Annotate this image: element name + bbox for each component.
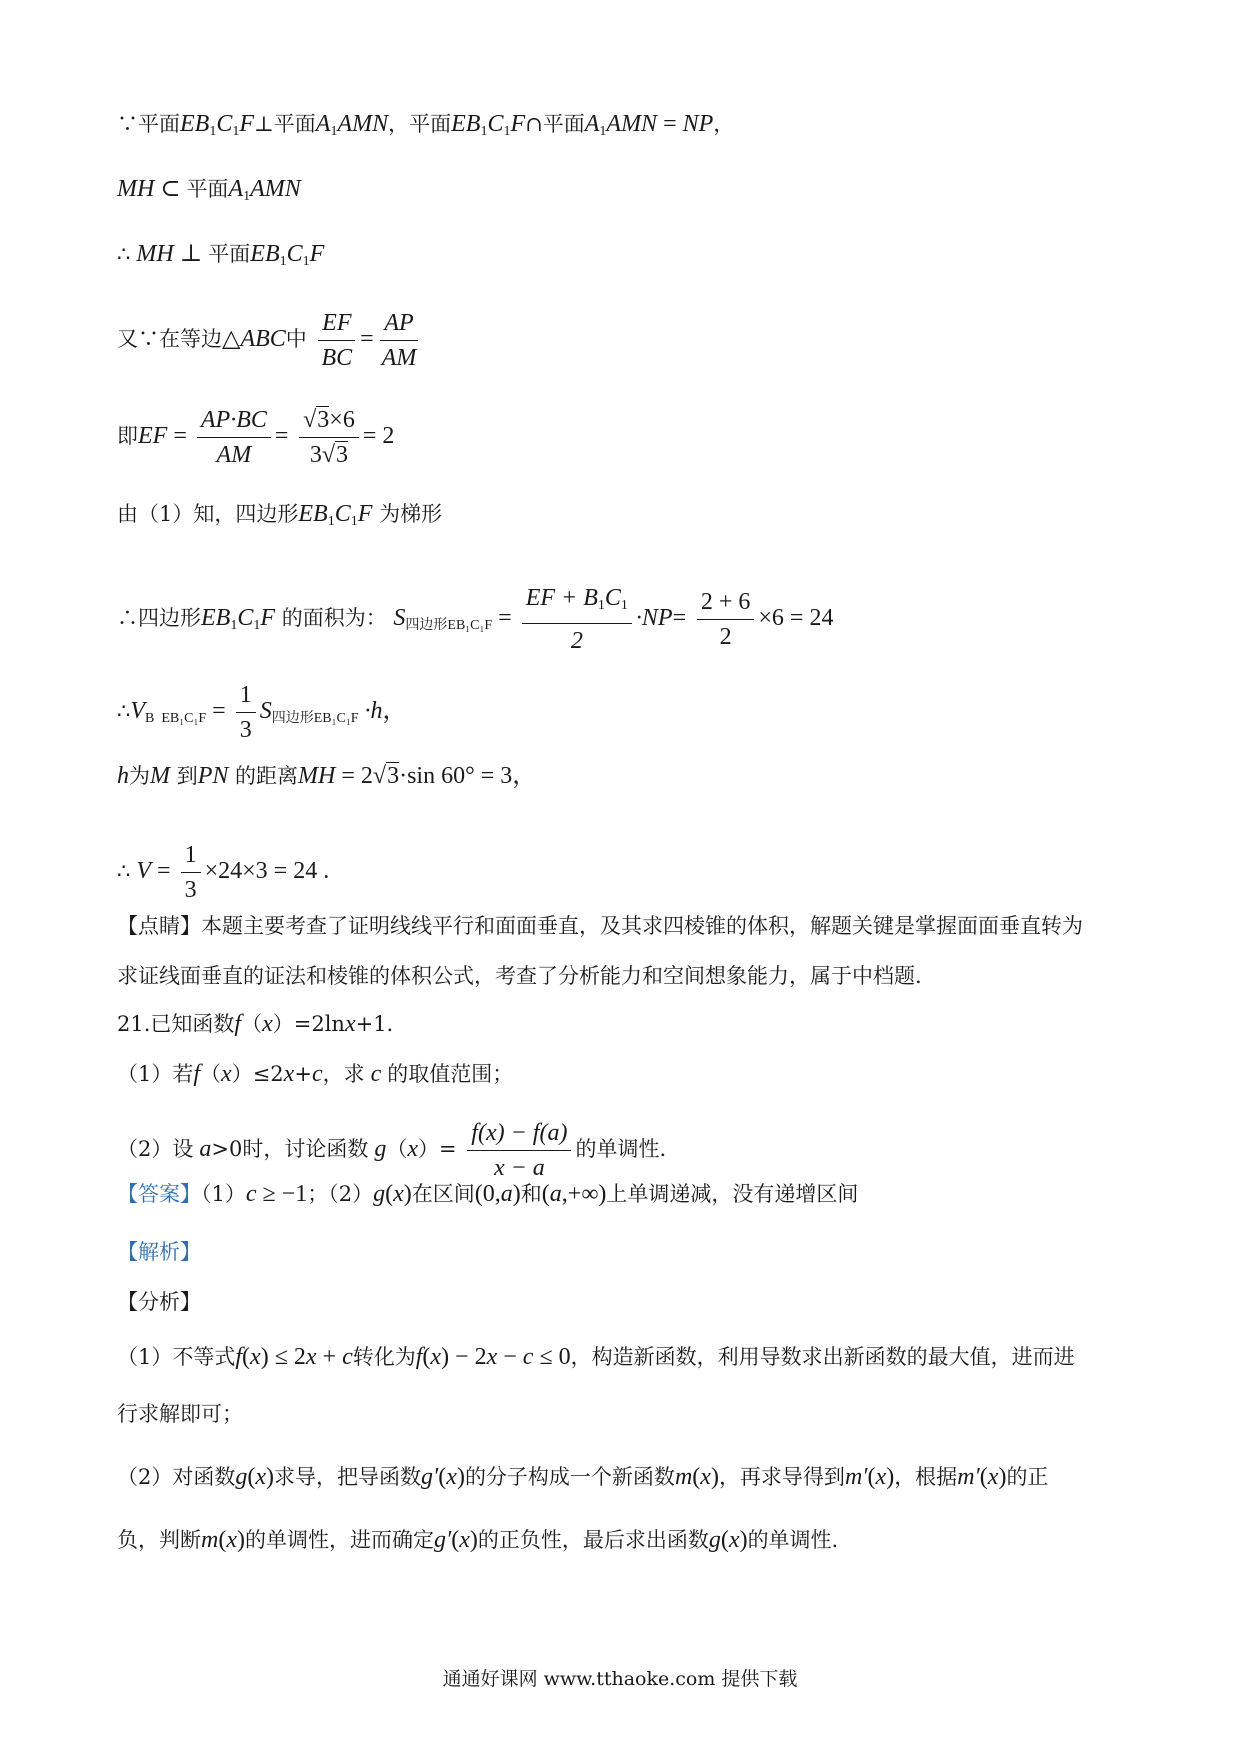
answer-line: 【答案】（1）c ≥ −1；（2）g(x)在区间(0,a)和(a,+∞)上单调递减，没有递增区间	[117, 1181, 859, 1207]
problem-q1: （1）若f（x）≤2x+c，求 c 的取值范围；	[117, 1061, 514, 1087]
statement-height: h为M 到PN 的距离MH = 2√3·sin 60° = 3，	[117, 763, 537, 789]
page-footer: 通通好课网 www.tthaoke.com 提供下载	[442, 1668, 798, 1690]
fraction-ef-bc: $\frac{EF}{BC}$	[317, 308, 356, 373]
statement-volume-formula: $\therefore V_{B EB_1C_1F}$ = $\frac{1}{3}$ $S_{四边形EB_1C_1F} \cdot h$，	[117, 682, 407, 743]
statement-plane-perpendicular: ∵平面$EB_1C_1F\perp$平面$A_1AMN$，平面$EB_1C_1F\cap$平面$A_1AMN$ = NP，	[117, 111, 735, 139]
statement-volume-result: ∴ V = $\frac{1}{3}$ ×24×3 = 24 .	[117, 842, 330, 903]
fraction-g: $\frac{f(x) - f(a)}{x - a}$	[467, 1118, 571, 1183]
statement-ef-value: 即EF = $\frac{AP\cdot BC}{AM}$ = $\frac{√3\times 6}{3√3}$ = 2	[117, 407, 395, 468]
fraction-one-third-2: $\frac{1}{3}$	[181, 840, 201, 905]
fraction-ap-am: $\frac{AP}{AM}$	[381, 310, 417, 371]
problem-q2: （2）设 a>0时，讨论函数 g（x）= $\frac{f(x) - f(a)}{x - a}$ 的单调性.	[117, 1120, 667, 1181]
fraction-sqrt3-6: $\frac{√3\times 6}{3√3}$	[299, 405, 359, 470]
statement-equilateral-ratio: 又∵在等边△ABC中 $\frac{EF}{BC}$ = $\frac{AP}{AM}$	[117, 308, 424, 373]
fraction-one-third: $\frac{1}{3}$	[236, 680, 256, 745]
problem-title: 21.已知函数f（x）=2lnx+1.	[117, 1011, 394, 1037]
fenxi-label: 【分析】	[117, 1290, 201, 1314]
fenxi-step2-cont: 负，判断m(x)的单调性，进而确定g′(x)的正负性，最后求出函数g(x)的单调性.	[117, 1527, 839, 1553]
fraction-2-plus-6: $\frac{2 + 6}{2}$	[697, 587, 755, 652]
fenxi-step1: （1）不等式f(x) ≤ 2x + c转化为f(x) − 2x − c ≤ 0，构造新函数，利用导数求出新函数的最大值，进而进	[117, 1344, 1075, 1370]
statement-mh-perpendicular: ∴ MH ⊥ 平面$EB_1C_1F$	[117, 241, 325, 269]
statement-mh-subset: MH ⊂ 平面$A_1AMN$	[117, 176, 301, 204]
dianjing-line-1: 【点睛】本题主要考查了证明线线平行和面面垂直，及其求四棱锥的体积，解题关键是掌握面面垂直转为	[117, 914, 1083, 938]
fraction-ef-plus-b1c1: $\frac{EF + B_1C_1}{2}$	[522, 583, 632, 656]
dianjing-line-2: 求证线面垂直的证法和棱锥的体积公式，考查了分析能力和空间想象能力，属于中档题.	[117, 964, 922, 988]
fenxi-step2: （2）对函数g(x)求导，把导函数g′(x)的分子构成一个新函数m(x)，再求导得到m′(x)，根据m′(x)的正	[117, 1464, 1049, 1490]
fraction-ap-bc-am: $\frac{AP\cdot BC}{AM}$	[197, 405, 271, 470]
jiexi-label: 【解析】	[117, 1240, 201, 1264]
statement-trapezoid: 由（1）知，四边形$EB_1C_1F$ 为梯形	[117, 501, 443, 529]
statement-area: ∴四边形$EB_1C_1F$ 的面积为： $S_{四边形EB_1C_1F}$ = $\frac{EF + B_1C_1}{2}$ ·NP= $\frac{2 + 6}{2}$ ×6 = 24	[117, 585, 834, 654]
fenxi-step1-cont: 行求解即可；	[117, 1402, 243, 1426]
